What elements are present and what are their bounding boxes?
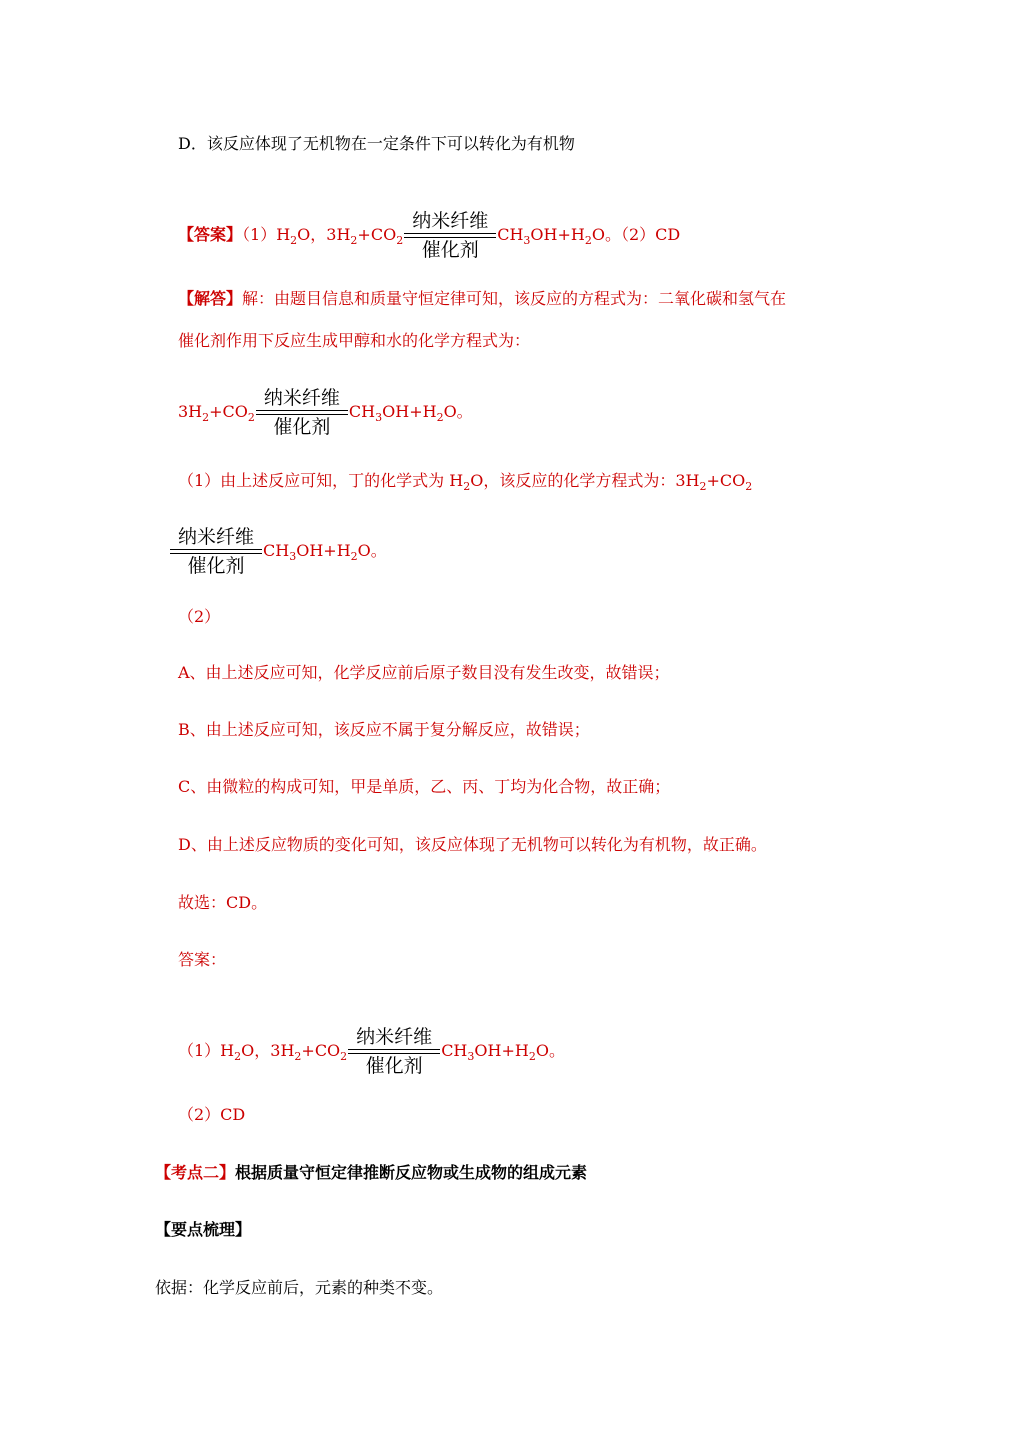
- answer-label: 【答案】: [178, 225, 243, 244]
- solution-line-1: 【解答】解：由题目信息和质量守恒定律可知，该反应的方程式为：二氧化碳和氢气在: [178, 289, 787, 308]
- reaction-condition: 纳米纤维 催化剂: [170, 525, 262, 578]
- answer-line: 【答案】$(1)H_2O$，$3H_2+CO_2$ 纳米纤维 催化剂 $CH_3OH+H_2O$。（2）CD: [178, 210, 681, 261]
- final-answer-1: $(1)H_2O$，$3H_2+CO_2$ 纳米纤维 催化剂 $CH_3OH+H_2O$。: [178, 1026, 565, 1077]
- final-answer-2: （2）CD: [178, 1105, 246, 1124]
- part-2-label: （2）: [178, 607, 221, 626]
- option-d-analysis: D、由上述反应物质的变化可知，该反应体现了无机物可以转化为有机物，故正确。: [178, 835, 767, 854]
- reaction-condition: 纳米纤维 催化剂: [256, 386, 348, 439]
- option-b-analysis: B、由上述反应可知，该反应不属于复分解反应，故错误；: [178, 720, 590, 739]
- basis-text: 依据：化学反应前后，元素的种类不变。: [155, 1278, 444, 1297]
- solution-equation: $3H_2+CO_2$ 纳米纤维 催化剂 $CH_3OH+H_2O$。: [178, 387, 473, 438]
- part-1-equation: 纳米纤维 催化剂 $CH_3OH+H_2O$。: [178, 525, 387, 578]
- option-a-analysis: A、由上述反应可知，化学反应前后原子数目没有发生改变，故错误；: [178, 663, 670, 682]
- solution-line-2: 催化剂作用下反应生成甲醇和水的化学方程式为：: [178, 331, 531, 350]
- option-d: D．该反应体现了无机物在一定条件下可以转化为有机物: [178, 134, 575, 153]
- key-points-heading: 【要点梳理】: [155, 1220, 252, 1239]
- answer-label-2: 答案：: [178, 950, 227, 969]
- select-line: 故选：CD。: [178, 893, 268, 912]
- reaction-condition: 纳米纤维 催化剂: [348, 1025, 440, 1078]
- topic-heading: 【考点二】根据质量守恒定律推断反应物或生成物的组成元素: [155, 1163, 588, 1182]
- part-1-line: （1）由上述反应可知，丁的化学式为 $H_2O$，该反应的化学方程式为：$3H_2+CO_2$: [178, 471, 753, 493]
- option-c-analysis: C、由微粒的构成可知，甲是单质，乙、丙、丁均为化合物，故正确；: [178, 777, 671, 796]
- solution-label: 【解答】: [178, 289, 243, 308]
- reaction-condition: 纳米纤维 催化剂: [404, 209, 496, 262]
